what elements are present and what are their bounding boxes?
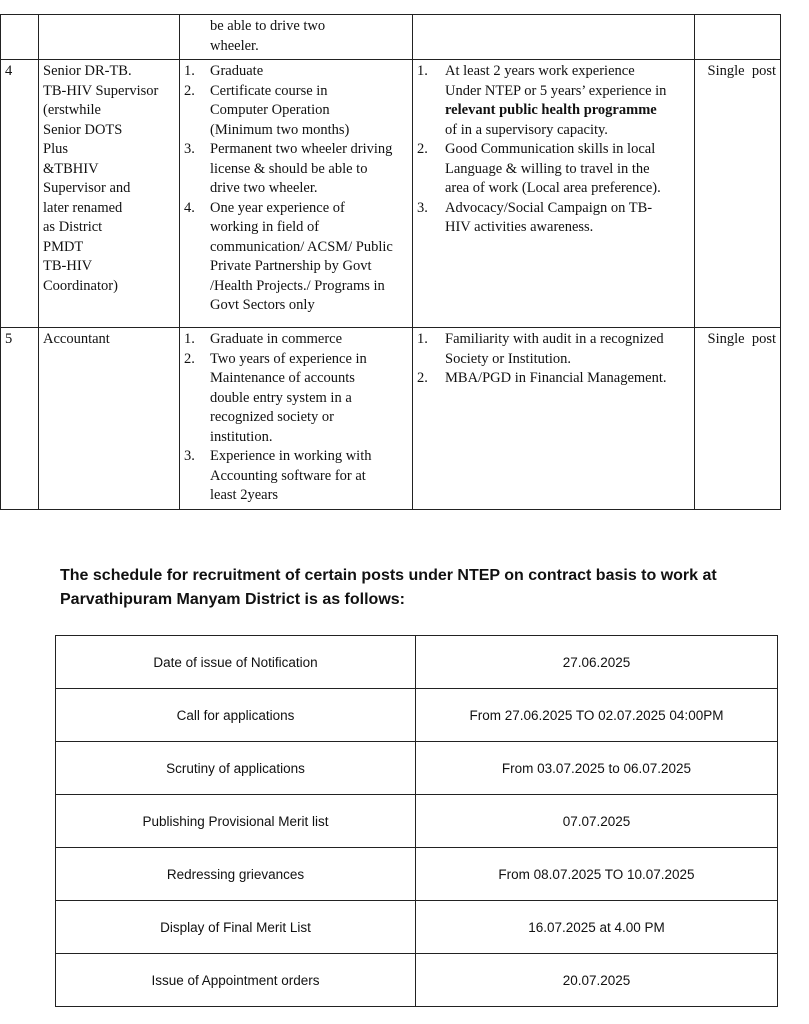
schedule-date: 16.07.2025 at 4.00 PM [416,901,778,954]
qualification-item: 3. Experience in working with Accounting software for at least 2years [184,448,372,503]
schedule-row [56,636,778,689]
preference-item: 1. Familiarity with audit in a recognized Society or Institution. [417,331,664,367]
table-row-continuation [1,15,781,60]
schedule-date: From 03.07.2025 to 06.07.2025 [416,742,778,795]
qualification-item: 2. Certificate course in Computer Operation (Minimum two months) [184,82,350,138]
qualification-item: 1. Graduate [184,63,264,79]
sno-cell: 4 [1,60,39,328]
post-name-cell: Senior DR-TB. TB-HIV Supervisor (erstwhile Senior DOTS Plus &TBHIV Supervisor and later renamed as District PMDT TB-HIV Coordinator) [39,60,180,328]
schedule-event: Scrutiny of applications [56,742,416,795]
table-row-post-4 [1,60,781,328]
schedule-event: Issue of Appointment orders [56,954,416,1007]
post-cell [39,15,180,60]
sno-cell: 5 [1,328,39,510]
qualification-item: 4. One year experience of working in field of communication/ ACSM/ Public Private Partnership by Govt /Health Projects./ Programs in Govt Sectors only [184,199,393,313]
schedule-event: Date of issue of Notification [56,636,416,689]
schedule-event: Publishing Provisional Merit list [56,795,416,848]
qualification-cell [180,328,413,510]
schedule-event: Redressing grievances [56,848,416,901]
preference-item: 2. MBA/PGD in Financial Management. [417,370,667,386]
schedule-heading: The schedule for recruitment of certain posts under NTEP on contract basis to work at Parvathipuram Manyam District is as follows: [60,567,717,608]
preference-cell [413,60,695,328]
preference-cell [413,15,695,60]
schedule-event: Call for applications [56,689,416,742]
schedule-date: 20.07.2025 [416,954,778,1007]
schedule-event: Display of Final Merit List [56,901,416,954]
schedule-row [56,795,778,848]
schedule-row [56,689,778,742]
qualification-cell [180,60,413,328]
qualification-item: 3. Permanent two wheeler driving license & should be able to drive two wheeler. [184,141,393,196]
qualification-cell [180,15,413,60]
qualification-continuation-text: be able to drive two wheeler. [210,18,326,54]
schedule-date: 07.07.2025 [416,795,778,848]
posts-table [0,14,781,510]
qualification-item: 1. Graduate in commerce [184,331,343,347]
schedule-date: From 27.06.2025 TO 02.07.2025 04:00PM [416,689,778,742]
posts-count-cell: Single post [695,328,781,510]
schedule-row [56,901,778,954]
schedule-row [56,742,778,795]
schedule-row [56,848,778,901]
table-row-post-5 [1,328,781,510]
schedule-row [56,954,778,1007]
posts-count-cell [695,15,781,60]
preference-item: 3. Advocacy/Social Campaign on TB- HIV activities awareness. [417,199,653,235]
post-name-cell: Accountant [39,328,180,510]
posts-count-cell: Single post [695,60,781,328]
qualification-item: 2. Two years of experience in Maintenance of accounts double entry system in a recognized society or institution. [184,350,367,445]
schedule-table [55,635,778,1007]
preference-item: 2. Good Communication skills in local Language & willing to travel in the area of work (Local area preference). [417,141,661,196]
schedule-date: From 08.07.2025 TO 10.07.2025 [416,848,778,901]
preference-item: 1. At least 2 years work experience Under NTEP or 5 years’ experience in relevant public health programme of in a supervisory capacity. [417,63,667,138]
sno-cell [1,15,39,60]
schedule-date: 27.06.2025 [416,636,778,689]
preference-cell [413,328,695,510]
